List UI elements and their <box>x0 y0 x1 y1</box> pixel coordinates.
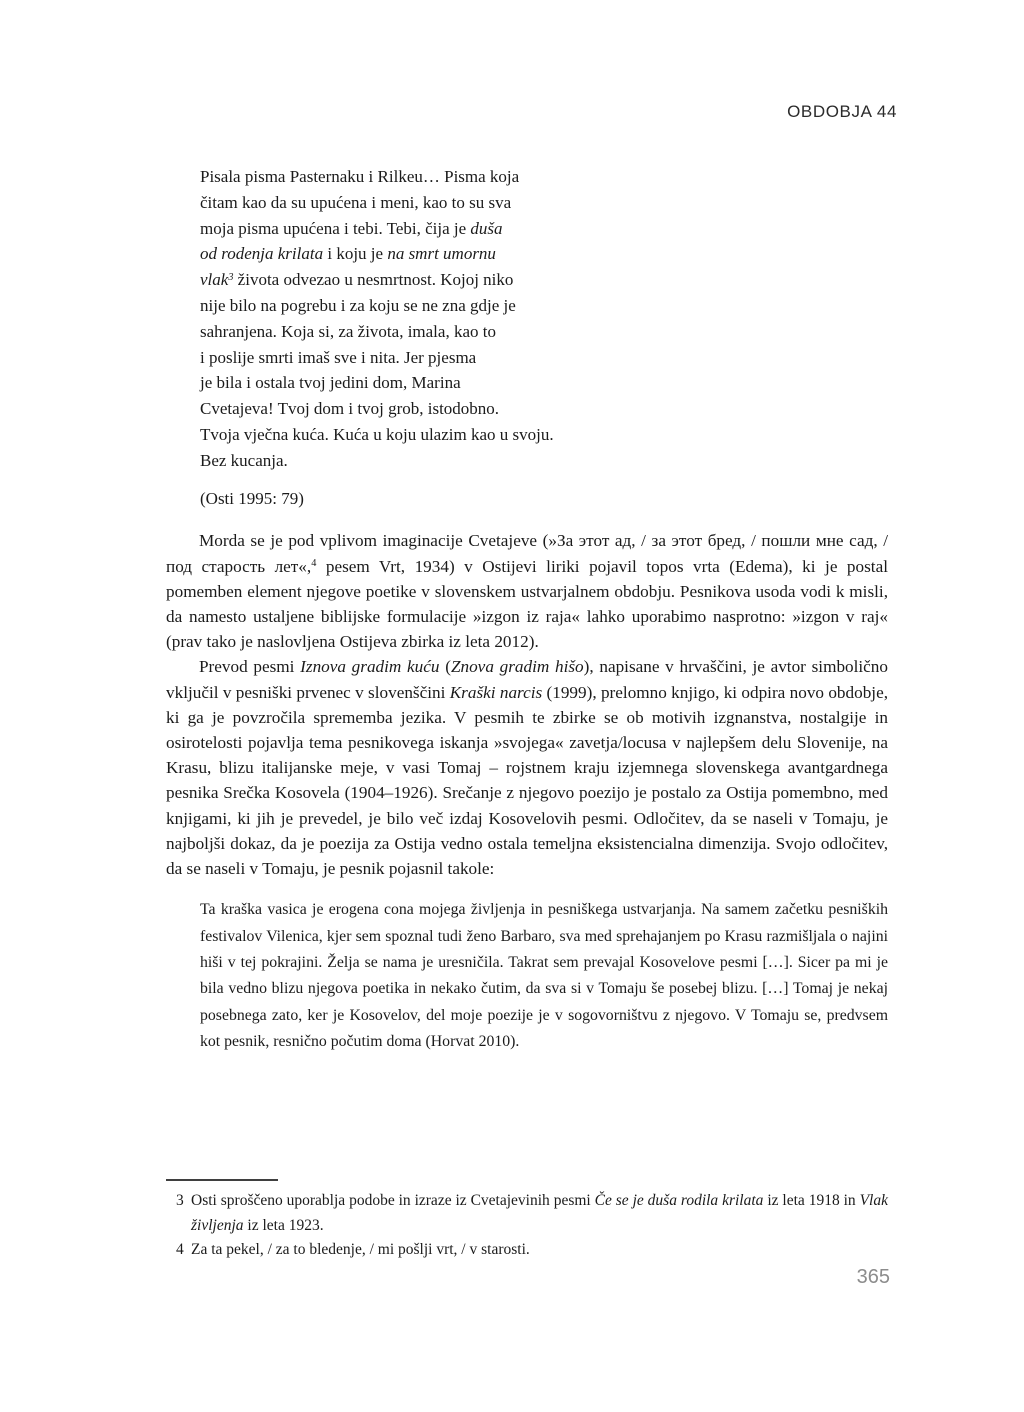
italic-text-run: duša <box>470 218 503 238</box>
italic-text-run: Kraški narcis <box>449 682 543 702</box>
text-run: Prevod pesmi <box>199 657 301 677</box>
footnote-number: 4 <box>176 1241 184 1259</box>
italic-text-run: Iznova gradim kuću <box>300 657 440 677</box>
footnote-item <box>166 1238 888 1263</box>
body-paragraph-2 <box>166 654 888 881</box>
footnote-area <box>166 1179 888 1263</box>
poem-line <box>200 241 670 267</box>
italic-text-run: Znova gradim hišo <box>450 657 584 677</box>
poem-line <box>200 396 670 422</box>
text-run: ( <box>439 657 451 677</box>
body-paragraph-1 <box>166 528 888 654</box>
text-run: 4 <box>311 558 317 570</box>
poem-line <box>200 448 670 474</box>
text-run: Za ta pekel, / za to bledenje, / mi pošlji vrt, / v starosti. <box>191 1241 530 1259</box>
text-run: života odvezao u nesmrtnost. Kojoj niko <box>233 270 514 290</box>
text-run: Tvoja vječna kuća. Kuća u koju ulazim kao u svoju. <box>200 424 554 444</box>
text-run: Ta kraška vasica je erogena cona mojega življenja in pesniškega ustvarjanja. Na samem začetku pesniških festivalov Vilenica, kjer sem spoznal tudi ženo Barbaro, sva med sprehajanjem po Krasu razmišljala o najini hiši v tej pokrajini. Želja se nama je uresničila. Takrat sem prevajal Kosovelove pesmi […]. Sicer pa mi je bila vedno blizu njegova poetika in nekako čutim, da sva si v Tomaju še posebej blizu. […] Tomaj je nekaj posebnega zato, ker je Kosovelov, del moje poezije je v sogovorništvu z njegovo. V Tomaju se, predvsem kot pesnik, resnično počutim doma (Horvat 2010). <box>200 901 888 1051</box>
text-run: i koju je <box>323 244 388 264</box>
poem-quote <box>200 164 670 474</box>
block-quote <box>200 897 888 1055</box>
footnote-number: 3 <box>176 1192 184 1209</box>
text-run: nije bilo na pogrebu i za koju se ne zna gdje je <box>200 295 516 315</box>
text-run: iz leta 1923. <box>243 1216 324 1234</box>
text-run: i poslije smrti imaš sve i nita. Jer pjesma <box>200 347 477 367</box>
italic-text-run: 3 <box>228 272 234 284</box>
italic-text-run: vlak <box>200 270 229 290</box>
text-run: Morda se je pod vplivom imaginacije Cvetajeve (»За этот ад, / за этот бред, / пошли мне сад, / под старость лет«, <box>166 531 888 576</box>
poem-citation: (Osti 1995: 79) <box>200 488 304 508</box>
footnote-text <box>191 1189 888 1238</box>
italic-text-run: Če se je duša rodila krilata <box>594 1192 764 1209</box>
poem-line <box>200 164 670 190</box>
journal-header: OBDOBJA 44 <box>787 102 897 121</box>
page-content <box>166 164 888 1056</box>
page-number: 365 <box>856 1266 890 1288</box>
poem-line <box>200 370 670 396</box>
text-run: Osti sproščeno uporablja podobe in izraze iz Cvetajevinih pesmi <box>191 1192 595 1209</box>
text-run: moja pisma upućena i tebi. Tebi, čija je <box>200 218 471 238</box>
footnote-separator <box>166 1179 278 1181</box>
poem-line <box>200 345 670 371</box>
text-run: iz leta 1918 in <box>763 1192 860 1209</box>
poem-line <box>200 422 670 448</box>
text-run: je bila i ostala tvoj jedini dom, Marina <box>200 373 461 393</box>
text-run: sahranjena. Koja si, za života, imala, kao to <box>200 321 496 341</box>
footnote-text <box>191 1238 888 1263</box>
text-run: Pisala pisma Pasternaku i Rilkeu… Pisma koja <box>200 167 520 186</box>
poem-line <box>200 216 670 242</box>
poem-line <box>200 267 670 293</box>
italic-text-run: Vlak življenja <box>191 1192 888 1234</box>
text-run: (1999), prelomno knjigo, ki odpira novo obdobje, ki ga je povzročila sprememba jezika. V pesmih te zbirke se ob motivih izgnanstva, nostalgije in osirotelosti pojavlja tema pesnikovega iskanja »svojega« zavetja/locusa v najlepšem delu Slovenije, na Krasu, blizu italijanske meje, v vasi Tomaj – rojstnem kraju izjemnega slovenskega avantgardnega pesnika Srečka Kosovela (1904–1926). Srečanje z njegovo poezijo je postalo za Ostija pomembno, med knjigami, ki jih je prevedel, je bilo več izdaj Kosovelovih pesmi. Odločitev, da se naseli v Tomaju, je najboljši dokaz, da je poezija za Ostija vedno ostala temeljna eksistencialna dimenzija. Svojo odločitev, da se naseli v Tomaju, je pesnik pojasnil takole: <box>166 682 888 878</box>
text-run: čitam kao da su upućena i meni, kao to su sva <box>200 192 512 212</box>
text-run: Cvetajeva! Tvoj dom i tvoj grob, istodobno. <box>200 399 500 419</box>
text-run: Bez kucanja. <box>200 450 288 470</box>
text-run: ), napisane v hrvaščini, je avtor simbolično vključil v pesniški prvenec v slovenščini <box>166 657 888 702</box>
poem-line <box>200 319 670 345</box>
italic-text-run: na smrt umornu <box>387 244 496 264</box>
text-run: pesem Vrt, 1934) v Ostijevi liriki pojavil topos vrta (Edema), ki je postal pomemben element njegove poetike v slovenskem ustvarjalnem obdobju. Pesnikova usoda vodi k misli, da namesto ustaljene biblijske formulacije »izgon iz raja« lahko uporabimo nasprotno: »izgon v raj« (prav tako je naslovljena Ostijeva zbirka iz leta 2012). <box>166 556 888 652</box>
poem-line <box>200 190 670 216</box>
poem-line <box>200 293 670 319</box>
italic-text-run: od rodenja krilata <box>200 244 324 264</box>
footnote-item <box>166 1189 888 1238</box>
